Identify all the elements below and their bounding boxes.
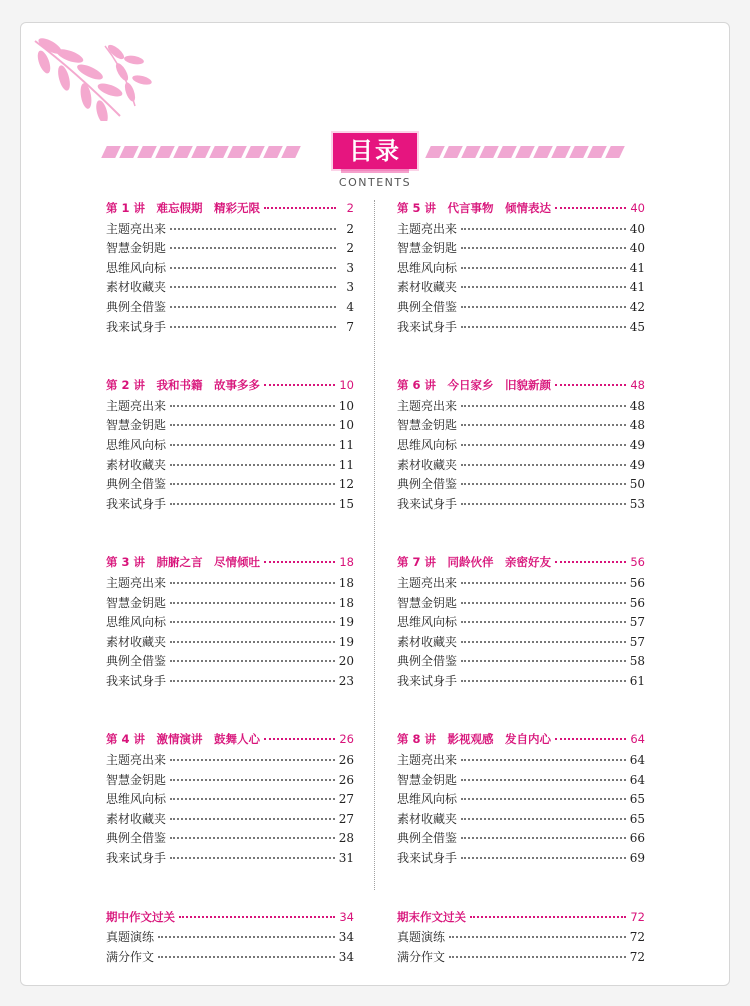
- toc-entry[interactable]: [106, 948, 354, 968]
- toc-page-number: 26: [338, 753, 354, 768]
- toc-entry[interactable]: [397, 672, 645, 692]
- toc-entry[interactable]: [106, 751, 354, 771]
- toc-page-number: 3: [346, 260, 354, 275]
- leader-dots: [170, 759, 335, 761]
- toc-entry[interactable]: [397, 574, 645, 594]
- toc-entry[interactable]: [397, 278, 645, 298]
- toc-entry-label: 思维风向标: [397, 615, 458, 630]
- leader-dots: [461, 582, 626, 584]
- page-title: 目录: [331, 131, 419, 171]
- toc-entry-label: 真题演练: [106, 930, 155, 945]
- leader-dots: [170, 503, 335, 505]
- leader-dots: [461, 228, 626, 230]
- toc-page-number: 18: [338, 595, 354, 610]
- toc-chapter-heading[interactable]: [106, 554, 354, 574]
- toc-page-number: 57: [629, 634, 645, 649]
- leader-dots: [461, 837, 626, 839]
- toc-entry-label: 典例全借鉴: [397, 831, 458, 846]
- toc-entry[interactable]: [397, 652, 645, 672]
- leader-dots: [461, 798, 626, 800]
- toc-section: [397, 909, 645, 968]
- leader-dots: [170, 306, 336, 308]
- toc-page-number: 11: [338, 437, 354, 452]
- toc-entry[interactable]: [397, 810, 645, 830]
- toc-entry-label: 第 2 讲 我和书籍 故事多多: [106, 378, 261, 393]
- leader-dots: [449, 936, 626, 938]
- leader-dots: [170, 641, 335, 643]
- toc-entry-label: 典例全借鉴: [397, 299, 458, 314]
- toc-page-number: 48: [629, 398, 645, 413]
- toc-left-column: [106, 200, 354, 967]
- leader-dots: [449, 956, 626, 958]
- toc-entry-label: 第 3 讲 肺腑之言 尽情倾吐: [106, 555, 261, 570]
- leader-dots: [170, 818, 335, 820]
- toc-entry-label: 素材收藏夹: [106, 280, 167, 295]
- toc-entry-label: 智慧金钥匙: [397, 772, 458, 787]
- title-band-left: [104, 143, 320, 155]
- toc-entry[interactable]: [397, 829, 645, 849]
- toc-page-number: 72: [629, 930, 645, 945]
- toc-entry[interactable]: [106, 829, 354, 849]
- toc-entry-label: 第 6 讲 今日家乡 旧貌新颜: [397, 378, 552, 393]
- toc-entry-label: 我来试身手: [106, 673, 167, 688]
- toc-entry[interactable]: [106, 298, 354, 318]
- toc-entry-label: 思维风向标: [106, 615, 167, 630]
- toc-entry-label: 素材收藏夹: [397, 634, 458, 649]
- toc-entry-label: 典例全借鉴: [106, 831, 167, 846]
- toc-entry-label: 素材收藏夹: [106, 634, 167, 649]
- toc-page-number: 18: [339, 555, 354, 570]
- toc-entry-label: 第 1 讲 难忘假期 精彩无限: [106, 201, 261, 215]
- toc-entry[interactable]: [106, 633, 354, 653]
- toc-chapter-heading[interactable]: [397, 731, 645, 751]
- leader-dots: [461, 326, 626, 328]
- leader-dots: [170, 464, 335, 466]
- leader-dots: [461, 779, 626, 781]
- toc-entry-label: 期末作文过关: [397, 909, 466, 924]
- toc-page-number: 18: [338, 575, 354, 590]
- toc-entry[interactable]: [106, 790, 354, 810]
- leader-dots: [461, 503, 626, 505]
- toc-entry-label: 第 7 讲 同龄伙伴 亲密好友: [397, 555, 552, 570]
- leader-dots: [264, 384, 335, 386]
- toc-page-number: 48: [630, 378, 645, 393]
- toc-entry[interactable]: [397, 259, 645, 279]
- toc-section: [106, 731, 354, 868]
- toc-entry[interactable]: [397, 220, 645, 240]
- toc-entry-label: 素材收藏夹: [397, 811, 458, 826]
- toc-entry[interactable]: [397, 416, 645, 436]
- leader-dots: [170, 228, 336, 230]
- toc-page-number: 2: [346, 241, 354, 256]
- toc-page-number: 53: [629, 496, 645, 511]
- toc-entry[interactable]: [397, 594, 645, 614]
- toc-entry[interactable]: [106, 456, 354, 476]
- leader-dots: [158, 936, 335, 938]
- toc-page-number: 50: [629, 477, 645, 492]
- column-divider: [374, 200, 375, 890]
- toc-entry-label: 思维风向标: [106, 792, 167, 807]
- toc-entry[interactable]: [397, 298, 645, 318]
- toc-page-number: 23: [338, 673, 354, 688]
- title-band-right: [428, 143, 648, 155]
- toc-entry-label: 素材收藏夹: [106, 811, 167, 826]
- leader-dots: [264, 561, 335, 563]
- toc-entry-label: 典例全借鉴: [106, 477, 167, 492]
- toc-page-number: 48: [629, 418, 645, 433]
- leader-dots: [461, 247, 626, 249]
- toc-page-number: 72: [629, 949, 645, 964]
- toc-entry[interactable]: [397, 397, 645, 417]
- leader-dots: [170, 837, 335, 839]
- toc-page-number: 49: [629, 457, 645, 472]
- page-subtitle: CONTENTS: [338, 176, 412, 189]
- leader-dots: [158, 956, 335, 958]
- toc-page-number: 27: [338, 811, 354, 826]
- toc-page-number: 72: [630, 909, 645, 924]
- toc-entry[interactable]: [106, 239, 354, 259]
- toc-entry[interactable]: [106, 416, 354, 436]
- leader-dots: [461, 405, 626, 407]
- toc-entry[interactable]: [106, 672, 354, 692]
- toc-page-number: 42: [629, 299, 645, 314]
- leader-dots: [461, 267, 626, 269]
- toc-chapter-heading[interactable]: [397, 377, 645, 397]
- leader-dots: [470, 916, 626, 918]
- leader-dots: [170, 680, 335, 682]
- leader-dots: [555, 207, 626, 209]
- leader-dots: [461, 424, 626, 426]
- toc-page-number: 64: [630, 732, 645, 747]
- toc-page-number: 27: [338, 792, 354, 807]
- toc-section: [397, 554, 645, 691]
- leader-dots: [555, 384, 626, 386]
- toc-entry[interactable]: [397, 495, 645, 515]
- toc-entry-label: 智慧金钥匙: [106, 595, 167, 610]
- toc-entry-label: 思维风向标: [106, 437, 167, 452]
- toc-page-number: 12: [338, 477, 354, 492]
- toc-entry[interactable]: [397, 456, 645, 476]
- leader-dots: [170, 286, 336, 288]
- toc-entry[interactable]: [397, 436, 645, 456]
- leader-dots: [170, 483, 335, 485]
- toc-entry-label: 智慧金钥匙: [106, 241, 167, 256]
- leader-dots: [170, 621, 335, 623]
- toc-page-number: 65: [629, 811, 645, 826]
- toc-entry[interactable]: [397, 928, 645, 948]
- toc-page-number: 2: [346, 201, 354, 215]
- toc-entry-label: 我来试身手: [106, 496, 167, 511]
- toc-entry[interactable]: [106, 613, 354, 633]
- toc-entry[interactable]: [397, 633, 645, 653]
- toc-entry-label: 我来试身手: [397, 496, 458, 511]
- toc-entry[interactable]: [106, 652, 354, 672]
- leader-dots: [461, 641, 626, 643]
- toc-page-number: 40: [630, 201, 645, 215]
- toc-entry[interactable]: [106, 220, 354, 240]
- leader-dots: [170, 798, 335, 800]
- toc-entry[interactable]: [397, 751, 645, 771]
- toc-page-number: 61: [629, 673, 645, 688]
- toc-entry-label: 素材收藏夹: [397, 457, 458, 472]
- toc-section: [397, 377, 645, 514]
- leaf-branch-icon: [30, 36, 155, 121]
- toc-page-number: 41: [629, 260, 645, 275]
- toc-entry-label: 主题亮出来: [397, 575, 458, 590]
- toc-entry[interactable]: [106, 574, 354, 594]
- toc-entry-label: 我来试身手: [106, 319, 167, 334]
- toc-page-number: 10: [339, 378, 354, 393]
- toc-entry-label: 思维风向标: [106, 260, 167, 275]
- toc-entry-label: 主题亮出来: [397, 753, 458, 768]
- toc-entry-label: 主题亮出来: [397, 398, 458, 413]
- toc-page-number: 4: [346, 299, 354, 314]
- toc-entry-label: 智慧金钥匙: [397, 418, 458, 433]
- toc-page-number: 28: [338, 831, 354, 846]
- toc-entry-label: 智慧金钥匙: [106, 772, 167, 787]
- toc-entry-label: 第 8 讲 影视观感 发自内心: [397, 732, 552, 747]
- toc-entry[interactable]: [397, 613, 645, 633]
- toc-page-number: 64: [629, 753, 645, 768]
- toc-entry-label: 我来试身手: [106, 851, 167, 866]
- leader-dots: [170, 444, 335, 446]
- toc-section: [397, 731, 645, 868]
- leader-dots: [170, 582, 335, 584]
- toc-entry-label: 思维风向标: [397, 437, 458, 452]
- leader-dots: [555, 738, 626, 740]
- leader-dots: [461, 680, 626, 682]
- toc-page-number: 57: [629, 615, 645, 630]
- leader-dots: [170, 424, 335, 426]
- toc-page-number: 56: [629, 595, 645, 610]
- toc-page-number: 31: [338, 851, 354, 866]
- leader-dots: [461, 444, 626, 446]
- toc-entry-label: 素材收藏夹: [397, 280, 458, 295]
- toc-entry-label: 思维风向标: [397, 260, 458, 275]
- toc-page-number: 34: [338, 949, 354, 964]
- toc-page-number: 69: [629, 851, 645, 866]
- toc-entry-label: 主题亮出来: [106, 753, 167, 768]
- leader-dots: [170, 247, 336, 249]
- toc-page-number: 66: [629, 831, 645, 846]
- toc-page-number: 34: [339, 909, 354, 924]
- toc-entry[interactable]: [397, 771, 645, 791]
- toc-chapter-heading[interactable]: [106, 731, 354, 751]
- toc-entry-label: 第 4 讲 激情演讲 鼓舞人心: [106, 732, 261, 747]
- toc-entry[interactable]: [106, 810, 354, 830]
- toc-entry-label: 我来试身手: [397, 851, 458, 866]
- toc-section: [106, 200, 354, 337]
- leader-dots: [170, 602, 335, 604]
- toc-page-number: 2: [346, 221, 354, 236]
- toc-entry[interactable]: [397, 475, 645, 495]
- toc-page-number: 20: [338, 654, 354, 669]
- toc-entry-label: 满分作文: [106, 949, 155, 964]
- leader-dots: [461, 818, 626, 820]
- toc-page-number: 58: [629, 654, 645, 669]
- leader-dots: [461, 483, 626, 485]
- toc-page-number: 40: [629, 241, 645, 256]
- leader-dots: [170, 326, 336, 328]
- toc-entry[interactable]: [106, 278, 354, 298]
- leader-dots: [461, 602, 626, 604]
- toc-page-number: 56: [630, 555, 645, 570]
- leader-dots: [461, 286, 626, 288]
- toc-entry[interactable]: [397, 318, 645, 338]
- toc-entry-label: 思维风向标: [397, 792, 458, 807]
- toc-entry-label: 智慧金钥匙: [106, 418, 167, 433]
- toc-entry[interactable]: [106, 475, 354, 495]
- leader-dots: [264, 738, 335, 740]
- leader-dots: [170, 405, 335, 407]
- toc-entry[interactable]: [106, 318, 354, 338]
- leader-dots: [461, 660, 626, 662]
- toc-entry-label: 主题亮出来: [106, 221, 167, 236]
- leader-dots: [170, 267, 336, 269]
- leader-dots: [170, 779, 335, 781]
- toc-entry-label: 真题演练: [397, 930, 446, 945]
- toc-entry-label: 典例全借鉴: [397, 477, 458, 492]
- leader-dots: [170, 857, 335, 859]
- toc-entry[interactable]: [106, 259, 354, 279]
- toc-page-number: 40: [629, 221, 645, 236]
- toc-page-number: 15: [338, 496, 354, 511]
- toc-page-number: 10: [338, 418, 354, 433]
- toc-chapter-heading[interactable]: [106, 377, 354, 397]
- toc-entry-label: 典例全借鉴: [106, 299, 167, 314]
- toc-page-number: 26: [338, 772, 354, 787]
- toc-section: [397, 200, 645, 337]
- leader-dots: [461, 306, 626, 308]
- toc-right-column: [397, 200, 645, 967]
- toc-section: [106, 377, 354, 514]
- toc-page-number: 26: [339, 732, 354, 747]
- toc-entry[interactable]: [397, 790, 645, 810]
- toc-page-number: 56: [629, 575, 645, 590]
- toc-entry[interactable]: [106, 436, 354, 456]
- leader-dots: [461, 621, 626, 623]
- toc-chapter-heading[interactable]: [106, 200, 354, 220]
- toc-entry-label: 主题亮出来: [397, 221, 458, 236]
- toc-section: [106, 909, 354, 968]
- toc-page-number: 10: [338, 398, 354, 413]
- toc-page-number: 65: [629, 792, 645, 807]
- leader-dots: [179, 916, 335, 918]
- toc-entry-label: 我来试身手: [397, 319, 458, 334]
- toc-entry[interactable]: [106, 928, 354, 948]
- leader-dots: [264, 207, 336, 209]
- toc-page-number: 41: [629, 280, 645, 295]
- leader-dots: [461, 464, 626, 466]
- toc-entry-label: 满分作文: [397, 949, 446, 964]
- toc-entry-label: 素材收藏夹: [106, 457, 167, 472]
- toc-page-number: 7: [346, 319, 354, 334]
- toc-entry-label: 智慧金钥匙: [397, 595, 458, 610]
- leader-dots: [461, 857, 626, 859]
- toc-entry[interactable]: [106, 594, 354, 614]
- toc-page-number: 64: [629, 772, 645, 787]
- toc-entry-label: 典例全借鉴: [106, 654, 167, 669]
- toc-entry-label: 智慧金钥匙: [397, 241, 458, 256]
- toc-entry-label: 主题亮出来: [106, 398, 167, 413]
- toc-entry-label: 典例全借鉴: [397, 654, 458, 669]
- toc-entry[interactable]: [397, 948, 645, 968]
- toc-section: [106, 554, 354, 691]
- leader-dots: [555, 561, 626, 563]
- toc-page-number: 11: [338, 457, 354, 472]
- toc-chapter-heading[interactable]: [397, 909, 645, 929]
- toc-entry[interactable]: [106, 495, 354, 515]
- toc-chapter-heading[interactable]: [397, 554, 645, 574]
- toc-page-number: 3: [346, 280, 354, 295]
- toc-chapter-heading[interactable]: [106, 909, 354, 929]
- toc-entry-label: 第 5 讲 代言事物 倾情表达: [397, 201, 552, 215]
- toc-page-number: 45: [629, 319, 645, 334]
- toc-entry-label: 期中作文过关: [106, 909, 175, 924]
- toc-page-number: 49: [629, 437, 645, 452]
- toc-entry[interactable]: [106, 771, 354, 791]
- toc-entry[interactable]: [106, 849, 354, 869]
- toc-page-number: 19: [338, 615, 354, 630]
- leader-dots: [170, 660, 335, 662]
- toc-entry-label: 主题亮出来: [106, 575, 167, 590]
- toc-chapter-heading[interactable]: [397, 200, 645, 220]
- toc-page-number: 34: [338, 930, 354, 945]
- toc-entry[interactable]: [397, 239, 645, 259]
- leader-dots: [461, 759, 626, 761]
- toc-page-number: 19: [338, 634, 354, 649]
- toc-entry[interactable]: [106, 397, 354, 417]
- toc-entry-label: 我来试身手: [397, 673, 458, 688]
- toc-entry[interactable]: [397, 849, 645, 869]
